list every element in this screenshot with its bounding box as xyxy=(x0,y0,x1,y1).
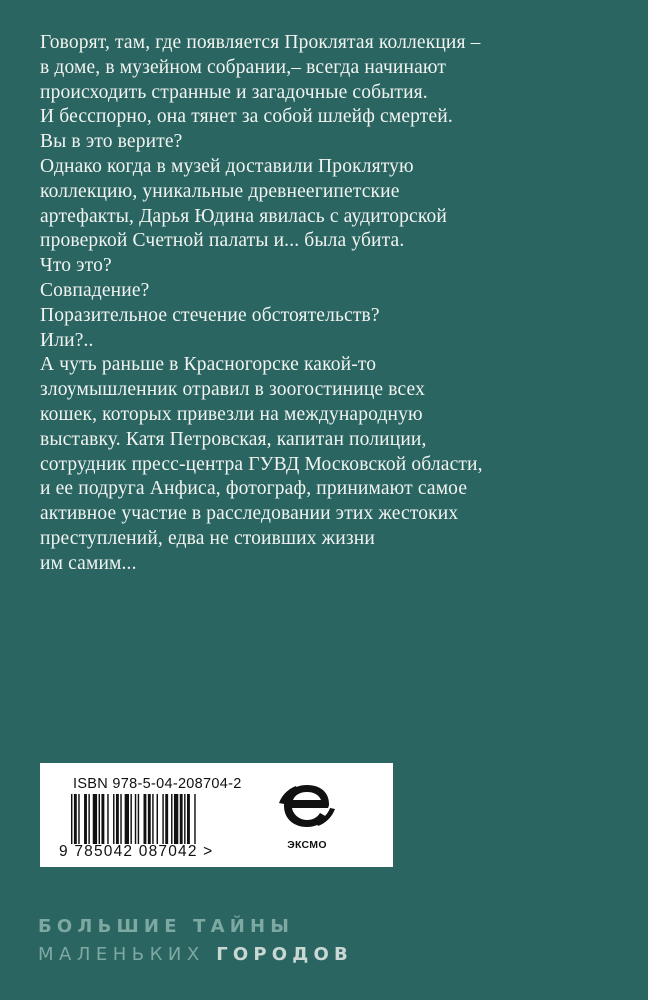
barcode-panel xyxy=(40,763,393,867)
blurb-line: и ее подруга Анфиса, фотограф, принимают самое xyxy=(40,478,468,500)
blurb-line: Или?.. xyxy=(40,329,94,351)
series-title-line2 xyxy=(38,941,353,969)
blurb-line: Говорят, там, где появляется Проклятая коллекция – xyxy=(40,32,481,53)
series-title-word-towns: ГОРОДОВ xyxy=(216,944,353,965)
barcode-image xyxy=(71,794,251,844)
series-title xyxy=(38,913,353,969)
blurb-line: Однако когда в музей доставили Проклятую xyxy=(40,155,414,177)
blurb-line: кошек, которых привезли на международную xyxy=(40,403,423,425)
blurb-line: Вы в это верите? xyxy=(40,131,183,153)
blurb-line: Поразительное стечение обстоятельств? xyxy=(40,304,380,326)
blurb-line: выставку. Катя Петровская, капитан полиции, xyxy=(40,428,427,450)
blurb-line: сотрудник пресс-центра ГУВД Московской области, xyxy=(40,453,483,475)
blurb-line: активное участие в расследовании этих жестоких xyxy=(40,503,459,525)
eksmo-logo-icon xyxy=(276,781,338,831)
blurb-line: проверкой Счетной палаты и... была убита. xyxy=(40,230,405,252)
blurb-line: в доме, в музейном собрании,– всегда начинают xyxy=(40,56,447,78)
blurb-line: И бесспорно, она тянет за собой шлейф смертей. xyxy=(40,106,453,128)
publisher-name: ЭКСМО xyxy=(287,839,327,851)
blurb-line: злоумышленник отравил в зоогостинице всех xyxy=(40,379,425,401)
series-title-line1: БОЛЬШИЕ ТАЙНЫ xyxy=(38,916,295,937)
blurb-line: коллекцию, уникальные древнеегипетские xyxy=(40,180,400,202)
blurb-line: Совпадение? xyxy=(40,279,150,301)
blurb-line: им самим... xyxy=(40,552,137,574)
blurb-line: Что это? xyxy=(40,255,112,277)
blurb-line: происходить странные и загадочные события. xyxy=(40,81,428,103)
barcode-digits: 9 785042 087042 > xyxy=(59,843,214,860)
isbn-label: ISBN 978-5-04-208704-2 xyxy=(73,776,242,792)
series-title-word-small: МАЛЕНЬКИХ xyxy=(38,944,205,965)
blurb-line: артефакты, Дарья Юдина явилась с аудиторской xyxy=(40,205,447,227)
blurb-text xyxy=(40,31,620,577)
blurb-line: А чуть раньше в Красногорске какой-то xyxy=(40,354,377,376)
blurb-line: преступлений, едва не стоивших жизни xyxy=(40,527,375,549)
